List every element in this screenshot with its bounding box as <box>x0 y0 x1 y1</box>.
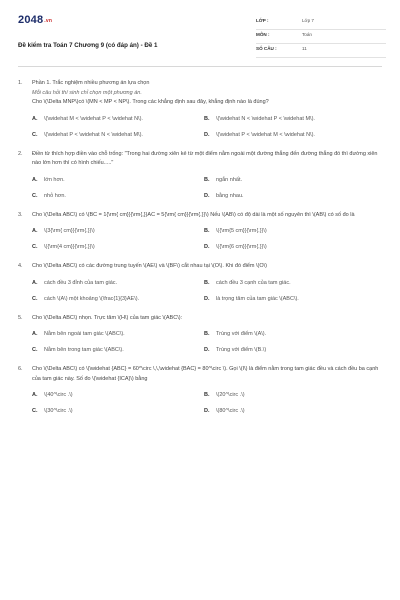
option-letter: C. <box>32 408 38 415</box>
option-c[interactable] <box>32 128 204 144</box>
option-d[interactable] <box>204 343 376 359</box>
option-c[interactable] <box>32 292 204 308</box>
question-number: 3. <box>18 211 23 218</box>
answer-options <box>32 388 382 420</box>
logo-main: 2048 <box>18 14 44 26</box>
question-list <box>18 79 382 420</box>
exam-header <box>18 12 386 60</box>
option-c[interactable] <box>32 404 204 420</box>
meta-label: SỐ CÂU : <box>256 46 277 51</box>
question-text: Cho \(\Delta MNP\)có \(MN < MP < NP\). Trong các khẳng định sau đây, khẳng định nào là đúng? <box>32 99 269 105</box>
option-letter: B. <box>204 279 210 286</box>
option-text: \(\widehat M < \widehat P < \widehat N\). <box>44 115 143 122</box>
question-text: Cho \(\Delta ABC\) có \(\widehat {ABC} = 60^\circ \,\,\widehat {BAC} = 80^\circ \). Gọi \(I\) là điểm nằm trong tam giác đều và cách đều ba cạnh của tam giác này. Số đo \(\widehat {ICA}\) bằng <box>32 366 379 382</box>
option-letter: A. <box>32 279 38 286</box>
option-text: \(20^\circ .\) <box>216 392 245 399</box>
option-a[interactable] <box>32 224 204 240</box>
option-d[interactable] <box>204 189 376 205</box>
option-letter: C. <box>32 244 38 251</box>
question-number: 5. <box>18 314 23 321</box>
section-instruction: Mỗi câu hỏi thí sinh chỉ chọn một phương án. <box>32 89 142 96</box>
exam-meta-table <box>256 16 386 58</box>
option-text: Nằm bên ngoài tam giác \(ABC\). <box>44 331 125 338</box>
option-b[interactable] <box>204 112 376 128</box>
option-letter: B. <box>204 176 210 183</box>
option-a[interactable] <box>32 388 204 404</box>
option-text: \(\widehat P < \widehat M < \widehat N\). <box>216 131 315 138</box>
option-c[interactable] <box>32 189 204 205</box>
option-d[interactable] <box>204 292 376 308</box>
option-b[interactable] <box>204 276 376 292</box>
option-letter: A. <box>32 331 38 338</box>
meta-value: Lớp 7 <box>302 18 314 23</box>
option-a[interactable] <box>32 112 204 128</box>
option-text: ngắn nhất. <box>216 176 242 183</box>
meta-value: Toán <box>302 32 312 37</box>
answer-options <box>32 173 382 205</box>
question-4 <box>18 262 382 308</box>
option-text: \(\widehat N < \widehat P < \widehat M\). <box>216 115 315 122</box>
option-text: nhỏ hơn. <box>44 192 66 199</box>
option-a[interactable] <box>32 173 204 189</box>
option-d[interactable] <box>204 128 376 144</box>
logo-tld: .vn <box>44 18 53 24</box>
option-text: \({\rm{5 cm}}{\rm{.}}\) <box>216 228 267 235</box>
option-letter: B. <box>204 331 210 338</box>
option-letter: C. <box>32 295 38 302</box>
question-5 <box>18 314 382 360</box>
option-a[interactable] <box>32 276 204 292</box>
option-letter: C. <box>32 192 38 199</box>
option-text: cách đều 3 đỉnh của tam giác. <box>44 279 118 286</box>
question-1 <box>18 79 382 144</box>
option-d[interactable] <box>204 404 376 420</box>
option-letter: C. <box>32 131 38 138</box>
option-a[interactable] <box>32 327 204 343</box>
option-letter: D. <box>204 347 210 354</box>
question-number: 1. <box>18 80 23 86</box>
page-title: Đề kiểm tra Toán 7 Chương 9 (có đáp án) - Đề 1 <box>18 42 158 49</box>
option-letter: B. <box>204 228 210 235</box>
site-logo[interactable] <box>18 14 52 26</box>
meta-row-question-count <box>256 44 386 58</box>
meta-label: MÔN : <box>256 32 270 37</box>
option-text: \({\rm{6 cm}}{\rm{.}}\) <box>216 244 267 251</box>
meta-row-class <box>256 16 386 30</box>
option-text: lớn hơn. <box>44 176 65 183</box>
question-6 <box>18 365 382 420</box>
option-c[interactable] <box>32 343 204 359</box>
option-letter: D. <box>204 295 210 302</box>
option-letter: A. <box>32 392 38 399</box>
option-letter: D. <box>204 408 210 415</box>
option-letter: D. <box>204 131 210 138</box>
option-letter: A. <box>32 115 38 122</box>
meta-value: 11 <box>302 46 307 51</box>
question-text: Cho \(\Delta ABC\) nhọn. Trực tâm \(H\) của tam giác \(ABC\): <box>32 314 183 321</box>
question-number: 2. <box>18 150 23 157</box>
option-letter: C. <box>32 347 38 354</box>
question-number: 6. <box>18 366 23 372</box>
question-text: Điền từ thích hợp điền vào chỗ trống: "Trong hai đường xiên kẻ từ một điểm nằm ngoài một đường thẳng đến đường thẳng đó thì đường xiên nào lớn hơn thì có hình chiếu....." <box>32 150 378 166</box>
option-letter: B. <box>204 392 210 399</box>
option-d[interactable] <box>204 240 376 256</box>
option-text: cách đều 3 cạnh của tam giác. <box>216 279 291 286</box>
question-text: Cho \(\Delta ABC\) có các đường trung tuyến \(AE\) và \(BF\) cắt nhau tại \(O\). Khi đó điểm \(O\) <box>32 263 268 269</box>
meta-row-subject <box>256 30 386 44</box>
meta-label: LỚP : <box>256 18 269 23</box>
option-text: Nằm bên trong tam giác \(ABC\). <box>44 347 124 354</box>
header-divider <box>18 66 382 67</box>
option-text: \(80^\circ .\) <box>216 408 245 415</box>
answer-options <box>32 112 382 144</box>
option-text: Trùng với điểm \(B.\) <box>216 347 267 354</box>
question-number: 4. <box>18 263 23 269</box>
option-b[interactable] <box>204 224 376 240</box>
option-text: bằng nhau. <box>216 192 244 199</box>
option-letter: D. <box>204 244 210 251</box>
option-letter: D. <box>204 192 210 199</box>
option-c[interactable] <box>32 240 204 256</box>
answer-options <box>32 276 382 308</box>
question-text: Cho \(\Delta ABC\) có \(BC = 1{\rm{ cm}}{\rm{,}}AC = 5{\rm{ cm}}{\rm{.}}\) Nếu \(AB\) có độ dài là một số nguyên thì \(AB\) có số đo là <box>32 211 355 218</box>
option-text: \(3{\rm{ cm}}{\rm{.}}\) <box>44 228 95 235</box>
answer-options <box>32 224 382 256</box>
option-letter: A. <box>32 228 38 235</box>
option-b[interactable] <box>204 388 376 404</box>
option-text: \({\rm{4 cm}}{\rm{.}}\) <box>44 244 95 251</box>
option-text: cách \(A\) một khoảng \(\frac{1}{3}AE\). <box>44 295 140 302</box>
option-letter: B. <box>204 115 210 122</box>
option-text: \(40^\circ .\) <box>44 392 73 399</box>
section-title: Phần 1. Trắc nghiệm nhiều phương án lựa chọn <box>32 80 150 86</box>
option-letter: A. <box>32 176 38 183</box>
option-text: Trùng với điểm \(A\). <box>216 331 267 338</box>
option-text: là trọng tâm của tam giác \(ABC\). <box>216 295 299 302</box>
question-2 <box>18 150 382 205</box>
option-b[interactable] <box>204 327 376 343</box>
option-text: \(\widehat P < \widehat N < \widehat M\). <box>44 131 143 138</box>
question-3 <box>18 211 382 257</box>
answer-options <box>32 327 382 359</box>
option-b[interactable] <box>204 173 376 189</box>
option-text: \(30^\circ .\) <box>44 408 73 415</box>
